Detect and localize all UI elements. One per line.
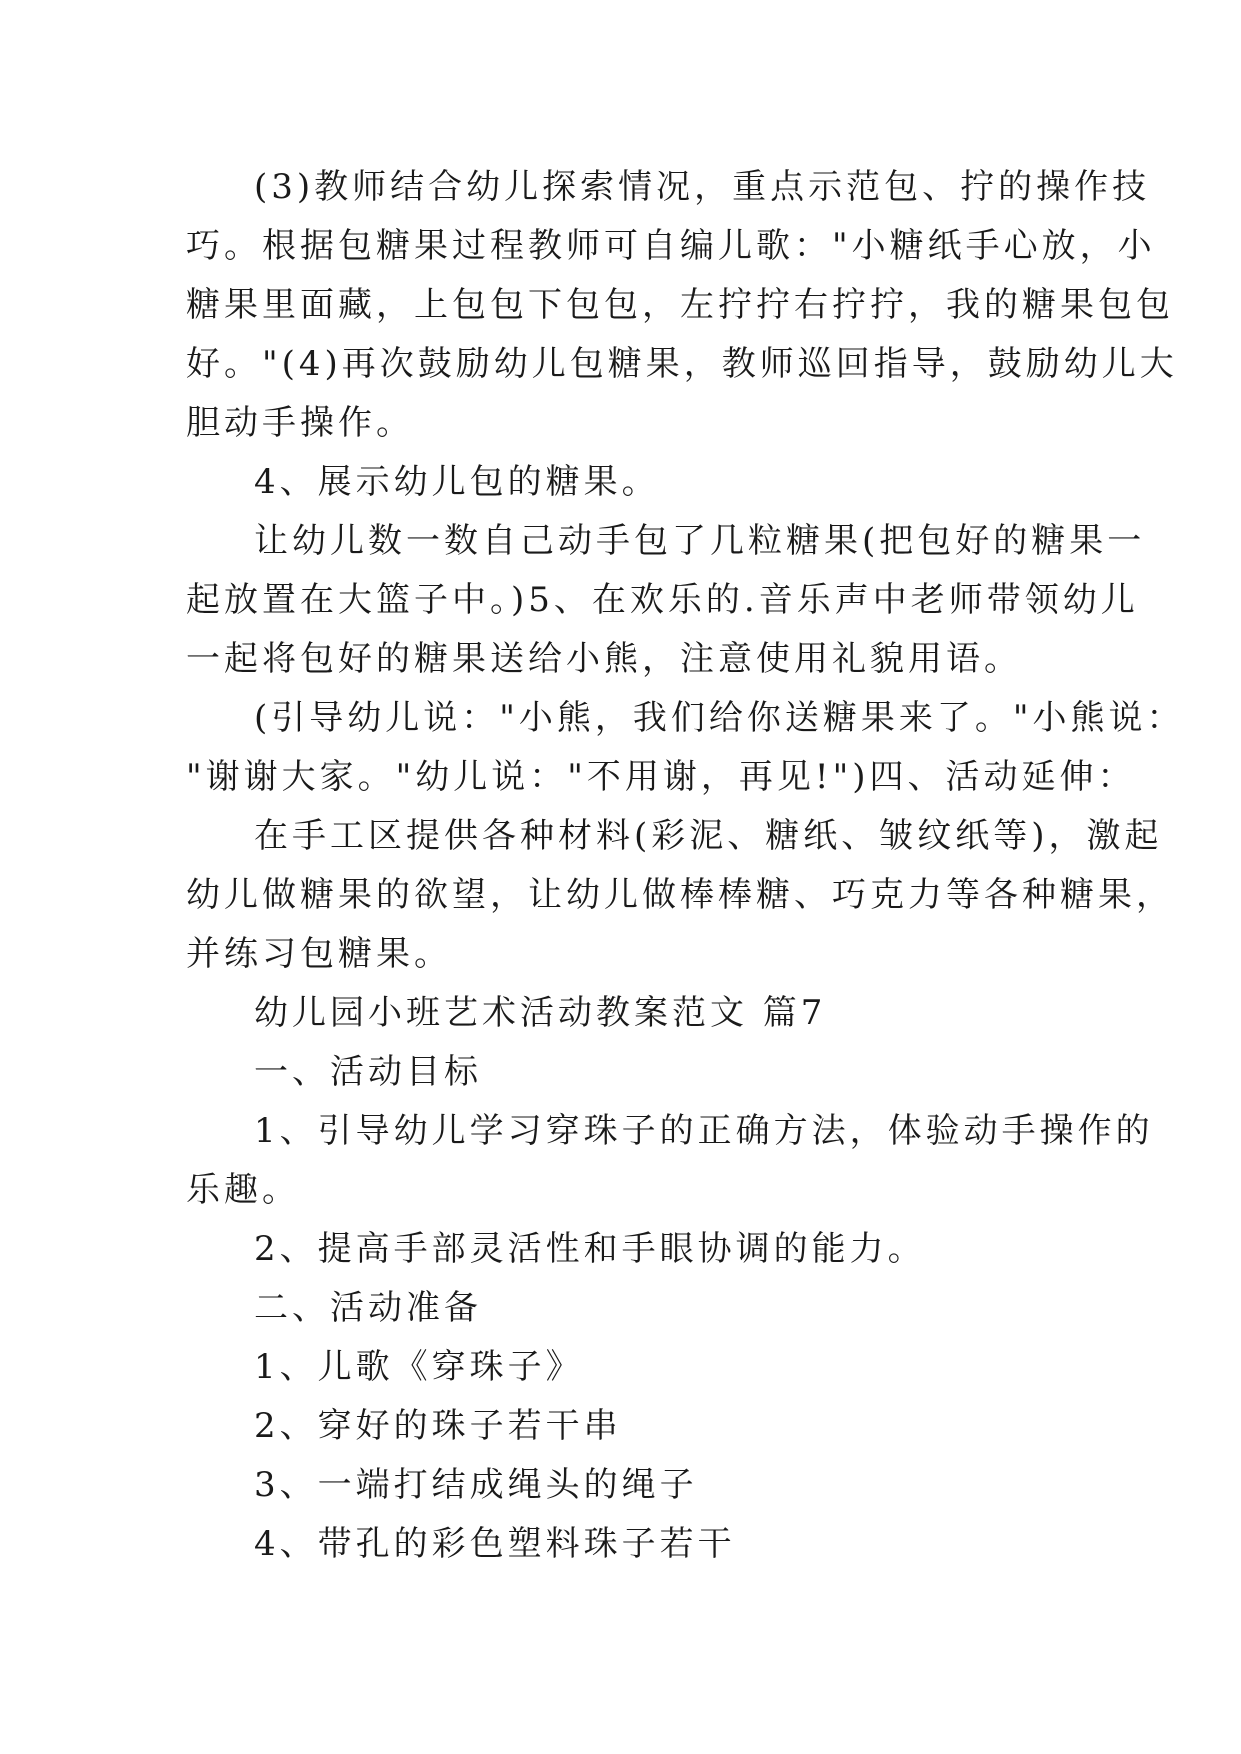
text-line: 1、儿歌《穿珠子》: [254, 1347, 584, 1387]
paragraph-goal-2: [186, 1220, 1056, 1279]
heading-goals: [186, 1043, 1056, 1102]
text-line: 一、活动目标: [254, 1052, 482, 1092]
heading-preparation: [186, 1279, 1056, 1338]
text-line: 乐趣。: [186, 1170, 300, 1210]
document-body: [186, 158, 1185, 1574]
paragraph-extension: [186, 807, 1174, 984]
text-line: 胆动手操作。: [186, 403, 414, 443]
text-line: 1、引导幼儿学习穿珠子的正确方法，体验动手操作的: [254, 1111, 1154, 1151]
text-line: 4、带孔的彩色塑料珠子若干: [254, 1524, 736, 1564]
list-item: [186, 1397, 1056, 1456]
text-line: 一起将包好的糖果送给小熊，注意使用礼貌用语。: [186, 639, 1022, 679]
text-line: 让幼儿数一数自己动手包了几粒糖果(把包好的糖果一: [254, 521, 1146, 561]
section-title: [186, 984, 1056, 1043]
text-line: 并练习包糖果。: [186, 934, 452, 974]
paragraph-dialogue: [186, 689, 1185, 807]
text-line: (引导幼儿说："小熊，我们给你送糖果来了。"小熊说：: [254, 698, 1185, 738]
paragraph-goal-1: [186, 1102, 1154, 1220]
text-line: 3、一端打结成绳头的绳子: [254, 1465, 698, 1505]
text-line: 幼儿做糖果的欲望，让幼儿做棒棒糖、巧克力等各种糖果，: [186, 875, 1174, 915]
text-line: 4、展示幼儿包的糖果。: [254, 462, 660, 502]
paragraph-count-candy: [186, 512, 1146, 689]
text-line: 2、穿好的珠子若干串: [254, 1406, 622, 1446]
text-line: 2、提高手部灵活性和手眼协调的能力。: [254, 1229, 926, 1269]
text-line: 起放置在大篮子中。)5、在欢乐的.音乐声中老师带领幼儿: [186, 580, 1139, 620]
paragraph-step-3: [186, 158, 1178, 453]
list-item: [186, 1338, 1056, 1397]
list-item: [186, 1456, 1056, 1515]
text-line: 糖果里面藏，上包包下包包，左拧拧右拧拧，我的糖果包包: [186, 285, 1174, 325]
text-line: "谢谢大家。"幼儿说："不用谢，再见!")四、活动延伸：: [186, 757, 1136, 797]
list-item: [186, 1515, 1056, 1574]
text-line: 在手工区提供各种材料(彩泥、糖纸、皱纹纸等)，激起: [254, 816, 1163, 856]
text-line: 二、活动准备: [254, 1288, 482, 1328]
text-line: 巧。根据包糖果过程教师可自编儿歌："小糖纸手心放，小: [186, 226, 1156, 266]
text-line: 好。"(4)再次鼓励幼儿包糖果，教师巡回指导，鼓励幼儿大: [186, 344, 1178, 384]
text-line: (3)教师结合幼儿探索情况，重点示范包、拧的操作技: [254, 167, 1151, 207]
paragraph-step-4: [186, 453, 1056, 512]
text-line: 幼儿园小班艺术活动教案范文 篇7: [254, 993, 827, 1033]
